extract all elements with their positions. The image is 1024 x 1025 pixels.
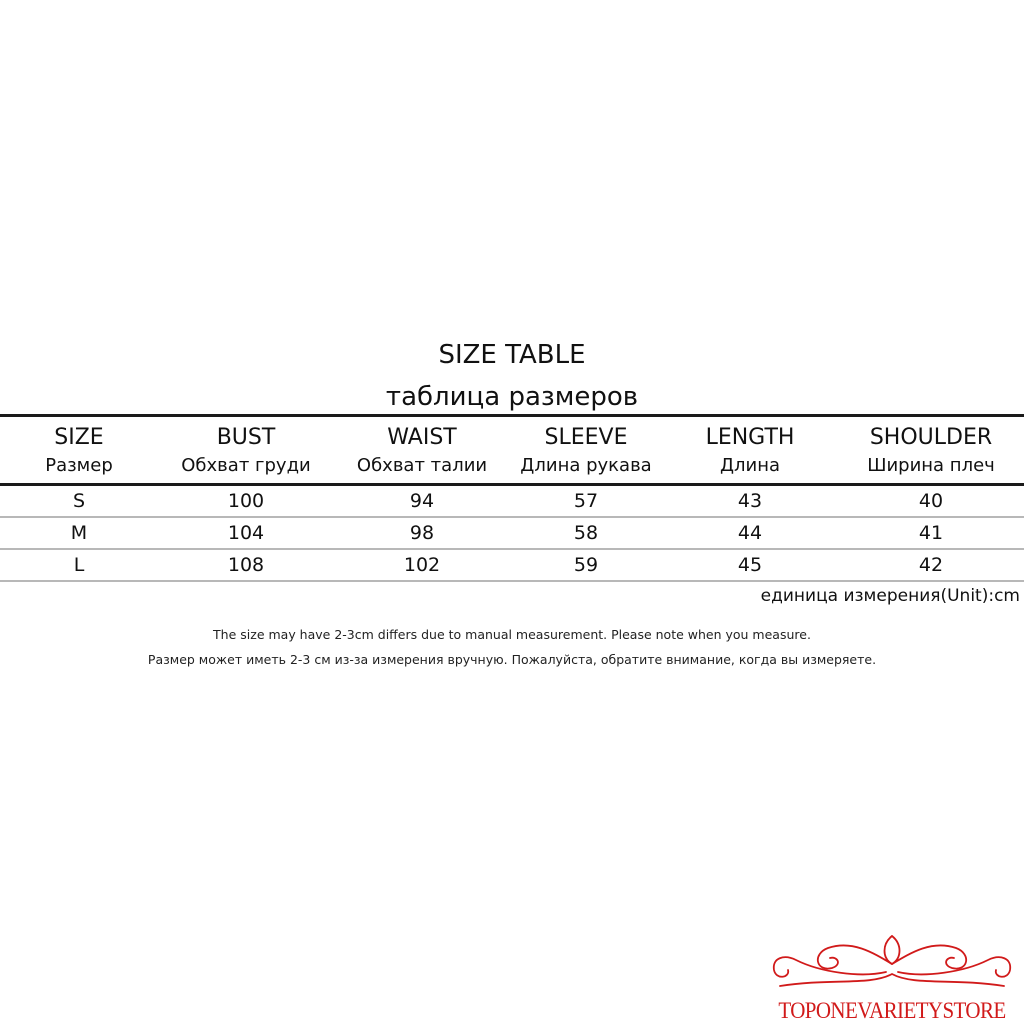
table-cell-sleeve: 58 [510,517,662,549]
column-header-en: SIZE [54,425,104,450]
table-cell-length: 43 [662,485,838,518]
measurement-note-ru: Размер может иметь 2-3 см из-за измерения вручную. Пожалуйста, обратите внимание, когда вы измеряете. [147,652,877,667]
column-header-ru: Обхват талии [356,455,488,476]
table-header-row [0,416,1024,485]
unit-note: единица измерения(Unit):cm [760,586,1020,606]
column-header-size [0,416,158,485]
flourish-icon [760,928,1024,1002]
table-row [0,485,1024,518]
table-cell-length: 45 [662,549,838,581]
table-cell-sleeve: 59 [510,549,662,581]
size-table [0,414,1024,582]
column-header-en: SHOULDER [869,425,993,450]
column-header-en: SLEEVE [544,425,628,450]
table-header [0,416,1024,485]
table-cell-shoulder: 41 [838,517,1024,549]
column-header-ru: Длина [719,455,781,476]
table-row [0,517,1024,549]
column-header-ru: Длина рукава [520,455,652,476]
table-cell-size: S [0,485,158,518]
table-cell-sleeve: 57 [510,485,662,518]
table-cell-bust: 100 [158,485,334,518]
table-cell-size: M [0,517,158,549]
store-watermark [760,928,1024,1024]
column-header-en: LENGTH [705,425,795,450]
table-cell-bust: 104 [158,517,334,549]
column-header-en: WAIST [387,425,457,450]
table-cell-bust: 108 [158,549,334,581]
column-header-en: BUST [216,425,276,450]
table-cell-shoulder: 42 [838,549,1024,581]
table-cell-waist: 102 [334,549,510,581]
column-header-sleeve [510,416,662,485]
column-header-ru: Размер [45,455,113,476]
table-cell-shoulder: 40 [838,485,1024,518]
table-cell-waist: 94 [334,485,510,518]
table-cell-size: L [0,549,158,581]
table-cell-waist: 98 [334,517,510,549]
column-header-length [662,416,838,485]
page-subtitle: таблица размеров [385,382,639,412]
column-header-ru: Ширина плеч [867,455,995,476]
table-row [0,549,1024,581]
page-title: SIZE TABLE [438,340,586,370]
table-cell-length: 44 [662,517,838,549]
column-header-shoulder [838,416,1024,485]
column-header-bust [158,416,334,485]
watermark-label: TOPONEVARIETYSTORE [778,996,1006,1024]
column-header-waist [334,416,510,485]
column-header-ru: Обхват груди [181,455,311,476]
measurement-note-en: The size may have 2-3cm differs due to manual measurement. Please note when you measure. [213,627,811,642]
